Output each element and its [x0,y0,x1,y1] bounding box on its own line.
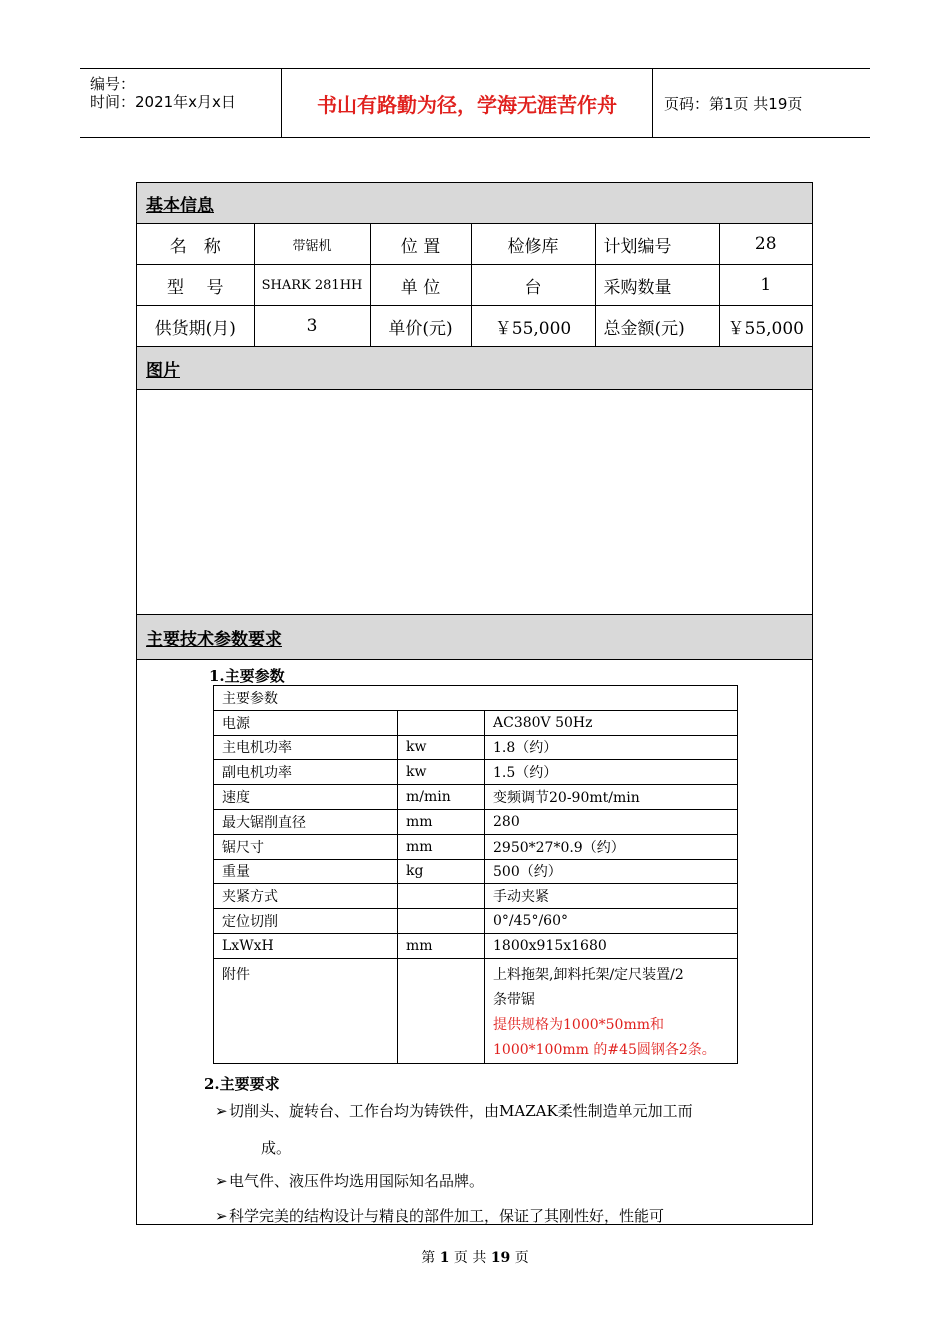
accessory-text: 上料拖架,卸料托架/定尺装置/2 [493,966,684,983]
doc-number-label: 编号： [90,75,136,93]
value-cell: 28 [719,224,812,265]
requirement-continuation: 成。 [261,1139,292,1157]
value-cell: 检修库 [471,224,595,265]
value-cell: 台 [471,265,595,306]
footer-total-pages: 19 [490,1250,511,1266]
label-cell: 总金额(元) [595,306,719,347]
table-row [214,809,738,834]
requirement-text: 科学完美的结构设计与精良的部件加工，保证了其刚性好，性能可 [229,1207,665,1225]
table-row [214,785,738,810]
page-footer [0,1247,950,1267]
param-name: 最大锯削直径 [214,809,398,834]
section-picture-title: 图片 [146,360,180,381]
section-basic-info-title: 基本信息 [146,195,214,216]
table-row [214,909,738,934]
table-row [137,265,812,306]
params-heading: 1.主要参数 [209,667,285,685]
param-value: 变频调节20-90mt/min [485,785,738,810]
requirement-item [215,1205,664,1226]
value-cell: 1 [719,265,812,306]
param-value: 手动夹紧 [485,884,738,909]
param-value: 2950*27*0.9（约） [485,834,738,859]
arrow-bullet-icon: ➢ [215,1207,228,1225]
param-name: 电源 [214,710,398,735]
header-page-label: 页码：第1页 共19页 [664,94,803,113]
params-table [213,685,738,1064]
param-name: 定位切削 [214,909,398,934]
arrow-bullet-icon: ➢ [215,1102,228,1120]
spec-frame [136,182,813,1225]
param-value: 500（约） [485,859,738,884]
table-row [214,760,738,785]
param-value: 1800x915x1680 [485,933,738,958]
param-name: 附件 [214,958,398,1063]
value-cell: 3 [254,306,370,347]
label-cell: 采购数量 [595,265,719,306]
picture-area [137,390,812,614]
param-name: 速度 [214,785,398,810]
table-row [214,710,738,735]
param-value: 280 [485,809,738,834]
requirement-item [215,1100,693,1121]
table-row [214,933,738,958]
section-tech-title: 主要技术参数要求 [146,629,282,650]
table-row [214,958,738,1063]
footer-mid: 页 共 [453,1250,487,1266]
param-value: AC380V 50Hz [485,710,738,735]
requirement-text: 电气件、液压件均选用国际知名品牌。 [229,1172,485,1190]
param-unit: kw [398,735,485,760]
label-cell: 单 位 [370,265,471,306]
label-cell: 计划编号 [595,224,719,265]
header-motto: 书山有路勤为径，学海无涯苦作舟 [282,69,653,137]
accessory-note: 1000*100mm 的#45圆钢各2条。 [493,1041,716,1058]
param-unit: mm [398,809,485,834]
table-row [214,834,738,859]
doc-time-label: 时间：2021年x月x日 [90,93,236,111]
footer-prefix: 第 [421,1250,436,1266]
param-unit [398,710,485,735]
requirements-heading: 2.主要要求 [204,1075,280,1093]
param-name: 夹紧方式 [214,884,398,909]
label-cell: 单价(元) [370,306,471,347]
value-cell: ￥55,000 [471,306,595,347]
accessory-text: 条带锯 [493,991,535,1008]
footer-suffix: 页 [514,1250,529,1266]
param-unit: mm [398,933,485,958]
section-tech [137,614,812,660]
footer-page-number: 1 [439,1250,450,1266]
section-basic-info [137,183,812,224]
param-value: 1.5（约） [485,760,738,785]
param-name: 锯尺寸 [214,834,398,859]
param-name: 副电机功率 [214,760,398,785]
label-cell: 供货期(月) [137,306,254,347]
param-value [485,958,738,1063]
header-meta [80,69,282,137]
table-row [214,859,738,884]
params-header-cell: 主要参数 [214,686,738,711]
accessory-note: 提供规格为1000*50mm和 [493,1016,664,1033]
table-row [214,686,738,711]
value-cell: SHARK 281HH [254,265,370,306]
table-row [214,884,738,909]
requirement-text: 切削头、旋转台、工作台均为铸铁件，由MAZAK柔性制造单元加工而 [229,1102,693,1120]
table-row [137,224,812,265]
arrow-bullet-icon: ➢ [215,1172,228,1190]
param-unit: kg [398,859,485,884]
basic-info-table [137,224,812,347]
requirement-item [215,1170,484,1191]
param-name: LxWxH [214,933,398,958]
param-value: 0°/45°/60° [485,909,738,934]
label-cell: 名 称 [137,224,254,265]
value-cell: ￥55,000 [719,306,812,347]
label-cell: 型 号 [137,265,254,306]
param-unit: m/min [398,785,485,810]
param-unit [398,958,485,1063]
section-picture [137,347,812,390]
label-cell: 位 置 [370,224,471,265]
table-row [137,306,812,347]
param-name: 主电机功率 [214,735,398,760]
param-unit: kw [398,760,485,785]
param-value: 1.8（约） [485,735,738,760]
param-unit: mm [398,834,485,859]
param-name: 重量 [214,859,398,884]
param-unit [398,884,485,909]
param-unit [398,909,485,934]
table-row [214,735,738,760]
page-header [80,68,870,138]
value-cell: 带锯机 [254,224,370,265]
